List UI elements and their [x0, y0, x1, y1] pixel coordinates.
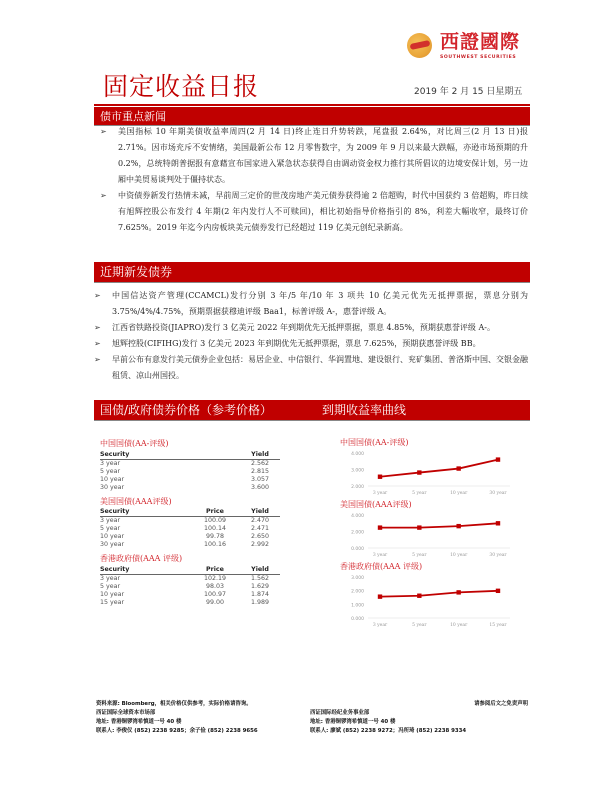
new-issue-bullet: [94, 336, 528, 352]
data-point-marker: [378, 525, 382, 529]
footer-contact: 联系人: 廖斌 (852) 2238 9272；冯所琦 (852) 2238 9334: [310, 728, 467, 734]
x-tick-label: 30 year: [489, 553, 507, 558]
section-title: 债市重点新闻: [100, 110, 166, 123]
col-header-price: Price: [190, 508, 240, 517]
col-header-security: Security: [100, 450, 190, 459]
footer-left: [96, 700, 316, 736]
cell-price: 100.97: [203, 590, 227, 598]
new-issue-bullet: [94, 288, 528, 320]
yield-line: [380, 460, 498, 477]
cell-security: 3 year: [100, 459, 121, 467]
data-point-marker: [417, 525, 421, 529]
arrow-bullet-icon: ➢: [94, 291, 101, 300]
cell-security: 10 year: [100, 475, 125, 483]
arrow-bullet-icon: ➢: [94, 323, 101, 332]
cell-yield: 2.815: [250, 467, 270, 475]
cell-security: 10 year: [100, 590, 125, 598]
cell-price: 100.16: [203, 541, 227, 548]
table-row: [100, 574, 280, 583]
x-tick-label: 3 year: [372, 491, 388, 496]
data-point-marker: [456, 466, 460, 470]
table-row: [100, 484, 280, 492]
arrow-bullet-icon: ➢: [94, 339, 101, 348]
table-row: [100, 533, 280, 541]
x-tick-label: 15 year: [489, 623, 507, 628]
table-row: [100, 525, 280, 533]
chart-title: 香港政府债(AAA 评级): [340, 562, 423, 571]
cell-security: 10 year: [100, 533, 125, 540]
cell-price: 102.19: [203, 574, 227, 582]
table-row: [100, 476, 280, 484]
cell-security: 15 year: [100, 598, 125, 606]
x-tick-label: 10 year: [450, 553, 468, 558]
cell-security: 30 year: [100, 483, 125, 491]
col-header-yield: Yield: [240, 565, 280, 574]
logo-emblem-icon: [407, 33, 432, 58]
bond-table: [100, 565, 280, 607]
cell-price: 99.78: [205, 533, 225, 540]
new-issue-bullet: [94, 320, 528, 336]
y-tick-label: 0.000: [351, 617, 364, 622]
news-bullet: [100, 124, 528, 188]
col-header-yield: Yield: [240, 508, 280, 517]
footer-source: 资料来源: Bloomberg，相关价格仅供参考，实际价格请咨询。: [96, 701, 252, 707]
cell-yield: 1.562: [250, 574, 270, 582]
cell-yield: 2.471: [250, 525, 270, 532]
company-logo: [407, 31, 527, 65]
y-tick-label: 4.000: [351, 452, 364, 457]
x-tick-label: 5 year: [412, 491, 427, 496]
cell-security: 3 year: [100, 517, 121, 524]
table-row: [100, 583, 280, 591]
data-point-marker: [417, 594, 421, 598]
footer-address: 地址: 香港铜锣湾希慎道一号 40 楼: [310, 719, 396, 725]
line-chart: [336, 573, 516, 630]
x-tick-label: 3 year: [372, 623, 388, 628]
cell-yield: 3.057: [250, 475, 270, 483]
cell-price: 100.14: [203, 525, 227, 532]
cell-yield: 3.600: [250, 483, 270, 491]
data-point-marker: [496, 457, 500, 461]
section-header-new-issues: [94, 262, 530, 283]
x-tick-label: 5 year: [412, 553, 427, 558]
col-header-security: Security: [100, 508, 190, 517]
bullet-text: 早前公布有意发行美元债券企业包括：易居企业、中信银行、华润置地、建设银行、兖矿集团、普洛斯中国、交银金融租赁、凉山州国投。: [112, 355, 528, 380]
data-point-marker: [417, 470, 421, 474]
cell-security: 5 year: [100, 525, 121, 532]
section-header-prices: [94, 400, 530, 421]
line-chart: [336, 511, 516, 560]
cell-yield: 1.989: [250, 598, 270, 606]
data-point-marker: [378, 594, 382, 598]
x-tick-label: 10 year: [450, 491, 468, 496]
table-row: [100, 459, 280, 468]
arrow-bullet-icon: ➢: [100, 191, 107, 200]
cell-price: [190, 459, 240, 468]
chart-china-yield: [336, 436, 516, 498]
footer-address: 地址: 香港铜锣湾希慎道一号 40 楼: [96, 719, 182, 725]
arrow-bullet-icon: ➢: [94, 355, 101, 364]
logo-subtitle: SOUTHWEST SECURITIES: [440, 55, 517, 60]
yield-line: [380, 591, 498, 597]
bond-table: [100, 450, 280, 492]
new-issues-bullet-list: [94, 288, 528, 384]
x-tick-label: 30 year: [489, 491, 507, 496]
table-title: 中国国债(AA-评级): [100, 439, 169, 448]
logo-text: 西證國際: [440, 31, 521, 53]
col-header-yield: Yield: [240, 450, 280, 459]
section-title-prices: 国债/政府债券价格（参考价格）: [100, 403, 273, 417]
table-row: [100, 599, 280, 607]
yield-curve-charts: [336, 436, 516, 630]
chart-hk-yield: [336, 560, 516, 630]
chart-us-yield: [336, 498, 516, 560]
document-date: 2019 年 2 月 15 日星期五: [414, 87, 523, 97]
bullet-text: 江西省铁路投资(JIAPRO)发行 3 亿美元 2022 年到期优先无抵押票据，票息 4.85%，预期获惠誉评级 A-。: [112, 323, 495, 332]
cell-price: 99.00: [205, 598, 225, 606]
y-tick-label: 2.000: [351, 589, 364, 595]
col-header-security: Security: [100, 565, 190, 574]
cell-yield: 2.470: [250, 517, 270, 524]
table-row: [100, 591, 280, 599]
y-tick-label: 3.000: [351, 576, 364, 581]
table-block-hk: [100, 553, 280, 607]
data-point-marker: [496, 589, 500, 593]
y-tick-label: 4.000: [351, 514, 364, 519]
line-chart: [336, 449, 516, 498]
table-title: 美国国债(AAA评级): [100, 496, 172, 506]
document-title: 固定收益日报: [103, 72, 260, 101]
data-point-marker: [378, 475, 382, 479]
news-bullet: [100, 188, 528, 236]
data-point-marker: [496, 521, 500, 525]
news-bullet-list: [100, 124, 528, 236]
table-block-us: [100, 496, 280, 550]
data-point-marker: [456, 590, 460, 594]
y-tick-label: 3.000: [351, 468, 364, 474]
chart-title: 中国国债(AA-评级): [340, 438, 409, 447]
footer-dept: 西证国际经纪业务事业部: [310, 710, 370, 716]
cell-price: 98.03: [205, 582, 225, 590]
arrow-bullet-icon: ➢: [100, 127, 107, 136]
cell-yield: 1.874: [250, 590, 270, 598]
bond-price-tables: [100, 436, 280, 611]
table-row: [100, 541, 280, 549]
cell-yield: 2.992: [250, 541, 270, 548]
cell-price: [190, 468, 240, 476]
cell-yield: 1.629: [250, 582, 270, 590]
data-point-marker: [456, 524, 460, 528]
cell-price: 100.09: [203, 517, 227, 524]
x-tick-label: 3 year: [372, 553, 388, 558]
cell-security: 5 year: [100, 582, 121, 590]
cell-security: 3 year: [100, 574, 121, 582]
cell-price: [190, 476, 240, 484]
y-tick-label: 0.000: [351, 547, 364, 552]
chart-title: 美国国债(AAA评级): [340, 500, 412, 509]
table-block-china: [100, 438, 280, 492]
cell-yield: 2.562: [250, 459, 270, 467]
table-row: [100, 517, 280, 526]
bullet-text: 中国信达资产管理(CCAMCL)发行分别 3 年/5 年/10 年 3 项共 10 亿美元优先无抵押票据，票息分别为 3.75%/4%/4.75%，预期票据获穆迪评级 Baa1，标普评级 A-，惠誉评级 A。: [112, 291, 528, 316]
footer-disclaimer: 请参阅后文之免责声明: [474, 701, 528, 707]
bullet-text: 美国指标 10 年期美债收益率周四(2 月 14 日)终止连日升势转跌，尾盘报 2.64%，对比周三(2 月 13 日)报 2.71%。因市场充斥不安情绪，美国最新公布 12 月零售数字，为 2009 年 9 月以来最大跌幅，亦逊市场预期的升 0.2%，总统特朗普据报有意藉宣布国家进入紧急状态获得自由调动资金权力推行其所倡议的边境安保计划，另一边厢中美贸易谈判处于僵持状态。: [118, 127, 528, 184]
footer-dept: 西证国际全球资本市场部: [96, 710, 156, 716]
col-header-price: Price: [190, 565, 240, 574]
x-tick-label: 5 year: [412, 623, 427, 628]
y-tick-label: 2.000: [351, 485, 364, 490]
cell-price: [190, 484, 240, 492]
bullet-text: 旭辉控股(CIFIHG)发行 3 亿美元 2023 年到期优先无抵押票据，票息 7.625%，预期获惠誉评级 BB。: [112, 339, 481, 348]
x-tick-label: 10 year: [450, 623, 468, 628]
cell-yield: 2.650: [250, 533, 270, 540]
title-divider: [94, 104, 530, 106]
bond-table: [100, 508, 280, 550]
table-row: [100, 468, 280, 476]
y-tick-label: 1.000: [351, 603, 364, 609]
bullet-text: 中资债券新发行热情未减，早前周三定价的世茂房地产美元债券获得逾 2 倍超购，时代中国获约 3 倍超购，昨日续有旭辉控股公布发行 4 年期(2 年内发行人不可赎回)，相比初始指导价格指引的 8%，利差大幅收窄，最终订价 7.625%。2019 年迄今内房板块美元债券发行已经超过 119 亿美元创纪录新高。: [118, 191, 528, 232]
section-title-yield-curve: 到期收益率曲线: [322, 403, 407, 417]
cell-security: 5 year: [100, 467, 121, 475]
col-header-price: [190, 450, 240, 459]
new-issue-bullet: [94, 352, 528, 384]
footer-contact: 联系人: 李俊仪 (852) 2238 9285；余子俭 (852) 2238 9656: [96, 728, 258, 734]
cell-security: 30 year: [100, 541, 125, 548]
yield-line: [380, 523, 498, 527]
y-tick-label: 2.000: [351, 530, 364, 536]
footer-right: [310, 709, 528, 736]
section-title: 近期新发债券: [100, 265, 173, 279]
table-title: 香港政府债(AAA 评级): [100, 554, 183, 563]
